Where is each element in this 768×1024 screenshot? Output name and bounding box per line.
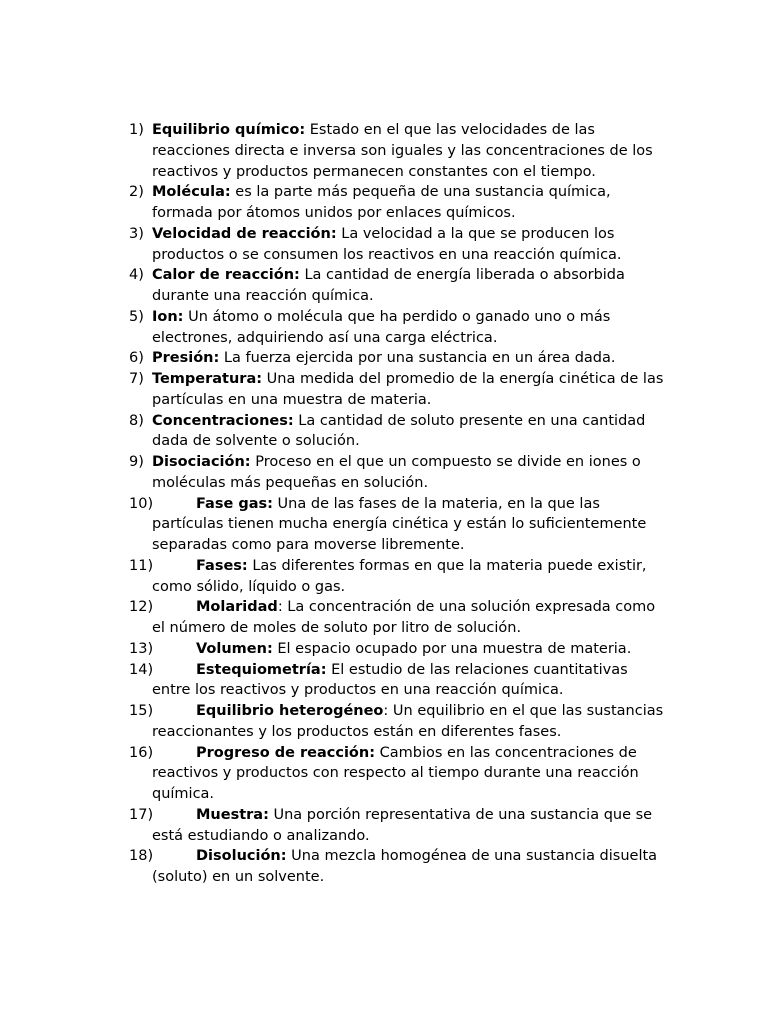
item-number: 6) — [129, 350, 144, 367]
item-term: Molaridad — [196, 599, 278, 616]
item-number: 18) — [129, 848, 154, 865]
item-number: 12) — [129, 599, 154, 616]
item-term: Ion: — [152, 308, 184, 325]
item-term: Progreso de reacción: — [196, 744, 376, 761]
glossary-item — [129, 805, 669, 847]
glossary-item — [129, 701, 669, 743]
item-number: 13) — [129, 640, 154, 657]
item-definition: : Un equilibrio en el que las sustancias reaccionantes y los productos están en diferentes fases. — [152, 703, 664, 740]
glossary-item — [129, 369, 669, 411]
item-number: 10) — [129, 495, 154, 512]
item-number: 15) — [129, 703, 154, 719]
item-number: 11) — [129, 557, 154, 574]
glossary-item — [129, 224, 669, 266]
item-term: Estequiometría: — [196, 661, 327, 678]
item-term: Temperatura: — [152, 371, 263, 387]
item-number: 5) — [129, 308, 144, 325]
glossary-item — [129, 452, 669, 494]
item-number: 16) — [129, 744, 154, 761]
item-number: 7) — [129, 371, 144, 387]
glossary-item — [129, 556, 669, 598]
item-number: 4) — [129, 267, 144, 284]
item-definition: La cantidad de energía liberada o absorbida durante una reacción química. — [152, 267, 625, 304]
item-definition: : La concentración de una solución expresada como el número de moles de soluto por litro de solución. — [152, 599, 656, 636]
item-term: Fases: — [196, 557, 248, 574]
item-definition: es la parte más pequeña de una sustancia química, formada por átomos unidos por enlaces químicos. — [152, 184, 611, 221]
item-definition: Un átomo o molécula que ha perdido o ganado uno o más electrones, adquiriendo así una carga eléctrica. — [152, 308, 611, 346]
item-term: Muestra: — [196, 806, 269, 823]
item-definition: La cantidad de soluto presente en una cantidad dada de solvente o solución. — [152, 412, 646, 450]
item-definition: Proceso en el que un compuesto se divide en iones o moléculas más pequeñas en solución. — [152, 454, 641, 491]
item-definition: Cambios en las concentraciones de reactivos y productos con respecto al tiempo durante una reacción química. — [152, 744, 639, 802]
item-term: Volumen: — [196, 640, 273, 657]
item-definition: Las diferentes formas en que la materia puede existir, como sólido, líquido o gas. — [152, 557, 647, 595]
item-number: 14) — [129, 661, 154, 678]
item-term: Presión: — [152, 350, 220, 367]
item-term: Velocidad de reacción: — [152, 225, 337, 242]
glossary-item — [129, 182, 669, 224]
item-term: Disociación: — [152, 454, 251, 470]
glossary-item — [129, 307, 669, 349]
item-term: Molécula: — [152, 184, 231, 201]
glossary-item — [129, 494, 669, 556]
glossary-item — [129, 120, 669, 182]
item-number: 1) — [129, 122, 144, 138]
glossary-item — [129, 846, 669, 888]
item-definition: La fuerza ejercida por una sustancia en un área dada. — [219, 350, 616, 367]
item-number: 9) — [129, 454, 144, 470]
item-term: Concentraciones: — [152, 412, 294, 429]
glossary-item — [129, 411, 669, 453]
item-definition: Una medida del promedio de la energía cinética de las partículas en una muestra de materia. — [152, 371, 664, 408]
item-term: Disolución: — [196, 848, 287, 865]
glossary-item — [129, 639, 669, 660]
glossary-item — [129, 743, 669, 805]
item-term: Equilibrio químico: — [152, 122, 306, 138]
glossary-item — [129, 597, 669, 639]
item-term: Equilibrio heterogéneo — [196, 703, 384, 719]
item-definition: El espacio ocupado por una muestra de materia. — [272, 640, 632, 657]
item-definition: Estado en el que las velocidades de las reacciones directa e inversa son iguales y las concentraciones de los reactivos y productos permanecen constantes con el tiempo. — [152, 122, 653, 180]
item-number: 17) — [129, 806, 154, 823]
item-definition: El estudio de las relaciones cuantitativas entre los reactivos y productos en una reacción química. — [152, 661, 628, 699]
glossary-list — [129, 120, 669, 888]
item-number: 8) — [129, 412, 144, 429]
glossary-item — [129, 348, 669, 369]
item-definition: Una porción representativa de una sustancia que se está estudiando o analizando. — [152, 806, 653, 844]
item-number: 2) — [129, 184, 144, 201]
item-definition: La velocidad a la que se producen los productos o se consumen los reactivos en una reacción química. — [152, 225, 622, 263]
item-definition: Una de las fases de la materia, en la que las partículas tienen mucha energía cinética y están lo suficientemente separadas como para moverse libremente. — [152, 495, 647, 553]
item-definition: Una mezcla homogénea de una sustancia disuelta (soluto) en un solvente. — [152, 848, 658, 885]
item-number: 3) — [129, 225, 144, 242]
glossary-item — [129, 265, 669, 307]
glossary-item — [129, 660, 669, 702]
item-term: Calor de reacción: — [152, 267, 300, 284]
item-term: Fase gas: — [196, 495, 273, 512]
